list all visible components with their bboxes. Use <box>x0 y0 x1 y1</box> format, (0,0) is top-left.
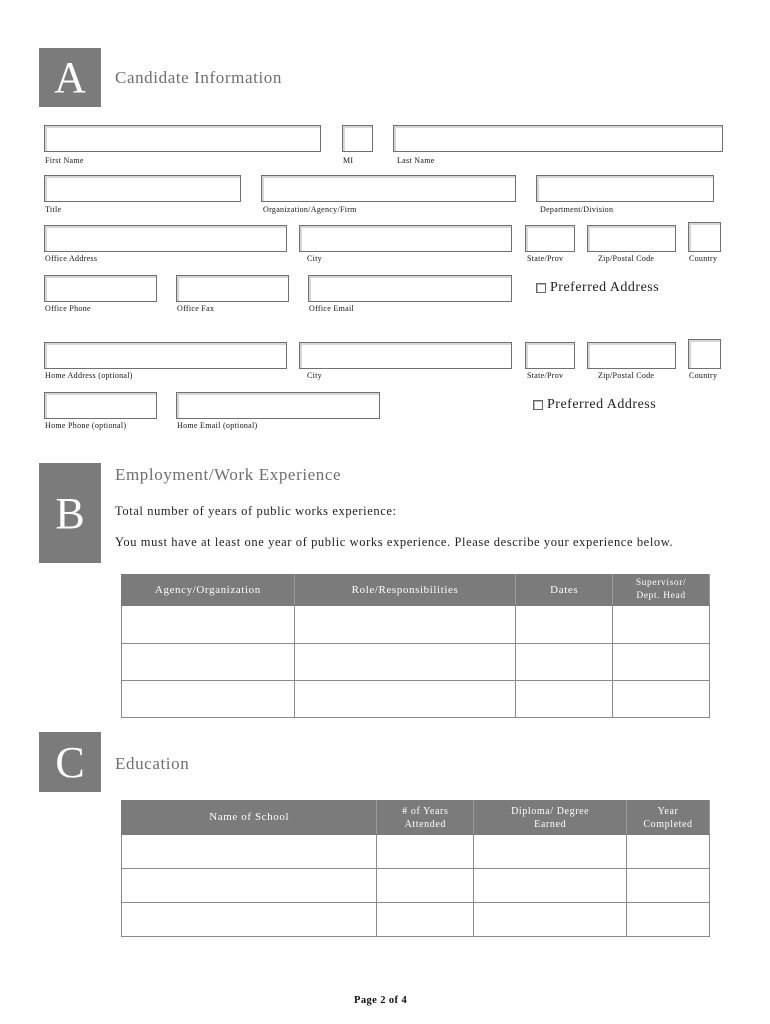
table-cell[interactable] <box>474 835 627 869</box>
home-zip-label: Zip/Postal Code <box>598 371 655 380</box>
office-address-field[interactable] <box>44 225 287 252</box>
table-cell[interactable] <box>294 644 516 681</box>
table-row <box>122 606 710 644</box>
table-header-row <box>122 575 710 606</box>
mi-field[interactable] <box>342 125 373 152</box>
table-cell[interactable] <box>516 606 613 644</box>
table-cell[interactable] <box>627 869 710 903</box>
checkbox-icon[interactable] <box>533 400 543 410</box>
last-name-field[interactable] <box>393 125 723 152</box>
first-name-field[interactable] <box>44 125 321 152</box>
home-email-label: Home Email (optional) <box>177 421 258 430</box>
table-cell[interactable] <box>613 644 710 681</box>
mi-label: MI <box>343 156 354 165</box>
home-city-field[interactable] <box>299 342 512 369</box>
title-field[interactable] <box>44 175 241 202</box>
table-row <box>122 644 710 681</box>
column-header: Year Completed <box>627 801 710 835</box>
department-field[interactable] <box>536 175 714 202</box>
table-cell[interactable] <box>122 606 295 644</box>
office-email-field[interactable] <box>308 275 512 302</box>
preferred-home-label: Preferred Address <box>547 397 657 412</box>
home-address-field[interactable] <box>44 342 287 369</box>
preferred-home-checkbox[interactable] <box>533 397 656 413</box>
employment-table <box>121 574 710 718</box>
table-cell[interactable] <box>377 835 474 869</box>
column-header: # of Years Attended <box>377 801 474 835</box>
office-fax-field[interactable] <box>176 275 289 302</box>
section-a-title: Candidate Information <box>115 68 282 87</box>
title-label: Title <box>45 205 62 214</box>
table-cell[interactable] <box>122 644 295 681</box>
checkbox-icon[interactable] <box>536 283 546 293</box>
home-email-field[interactable] <box>176 392 380 419</box>
office-phone-field[interactable] <box>44 275 157 302</box>
table-cell[interactable] <box>122 681 295 718</box>
home-country-label: Country <box>689 371 718 380</box>
column-header: Agency/Organization <box>122 575 295 606</box>
table-row <box>122 869 710 903</box>
city-field[interactable] <box>299 225 512 252</box>
office-phone-label: Office Phone <box>45 304 91 313</box>
page-number: Page 2 of 4 <box>354 995 408 1006</box>
section-b-title: Employment/Work Experience <box>115 465 342 484</box>
home-phone-field[interactable] <box>44 392 157 419</box>
first-name-label: First Name <box>45 156 84 165</box>
table-cell[interactable] <box>294 681 516 718</box>
section-a-badge: A <box>39 48 101 107</box>
table-row <box>122 681 710 718</box>
organization-field[interactable] <box>261 175 516 202</box>
table-cell[interactable] <box>122 869 377 903</box>
zip-field[interactable] <box>587 225 676 252</box>
table-cell[interactable] <box>122 903 377 937</box>
organization-label: Organization/Agency/Firm <box>263 205 357 214</box>
table-cell[interactable] <box>377 869 474 903</box>
last-name-label: Last Name <box>397 156 435 165</box>
office-email-label: Office Email <box>309 304 354 313</box>
home-city-label: City <box>307 371 322 380</box>
table-row <box>122 903 710 937</box>
country-label: Country <box>689 254 718 263</box>
zip-label: Zip/Postal Code <box>598 254 655 263</box>
table-cell[interactable] <box>516 681 613 718</box>
table-header-row <box>122 801 710 835</box>
home-zip-field[interactable] <box>587 342 676 369</box>
home-phone-label: Home Phone (optional) <box>45 421 127 430</box>
column-header: Dates <box>516 575 613 606</box>
table-cell[interactable] <box>122 835 377 869</box>
years-experience-prompt: Total number of years of public works experience: <box>115 504 397 518</box>
preferred-office-checkbox[interactable] <box>536 280 659 296</box>
table-cell[interactable] <box>613 681 710 718</box>
column-header: Diploma/ Degree Earned <box>474 801 627 835</box>
state-field[interactable] <box>525 225 575 252</box>
table-cell[interactable] <box>474 903 627 937</box>
home-country-field[interactable] <box>688 339 721 369</box>
experience-instructions: You must have at least one year of public works experience. Please describe your experience below. <box>115 535 674 549</box>
office-fax-label: Office Fax <box>177 304 215 313</box>
department-label: Department/Division <box>540 205 614 214</box>
country-field[interactable] <box>688 222 721 252</box>
table-row <box>122 835 710 869</box>
column-header: Supervisor/ Dept. Head <box>613 575 710 606</box>
section-c-badge: C <box>39 732 101 792</box>
column-header: Name of School <box>122 801 377 835</box>
table-cell[interactable] <box>474 869 627 903</box>
table-cell[interactable] <box>516 644 613 681</box>
home-state-field[interactable] <box>525 342 575 369</box>
table-cell[interactable] <box>294 606 516 644</box>
table-cell[interactable] <box>627 835 710 869</box>
table-cell[interactable] <box>627 903 710 937</box>
city-label: City <box>307 254 322 263</box>
table-cell[interactable] <box>377 903 474 937</box>
table-cell[interactable] <box>613 606 710 644</box>
column-header: Role/Responsibilities <box>294 575 516 606</box>
home-address-label: Home Address (optional) <box>45 371 133 380</box>
section-c-title: Education <box>115 754 190 773</box>
office-address-label: Office Address <box>45 254 98 263</box>
section-b-badge: B <box>39 463 101 563</box>
education-table <box>121 800 710 937</box>
home-state-label: State/Prov <box>527 371 564 380</box>
state-label: State/Prov <box>527 254 564 263</box>
preferred-office-label: Preferred Address <box>550 280 660 295</box>
